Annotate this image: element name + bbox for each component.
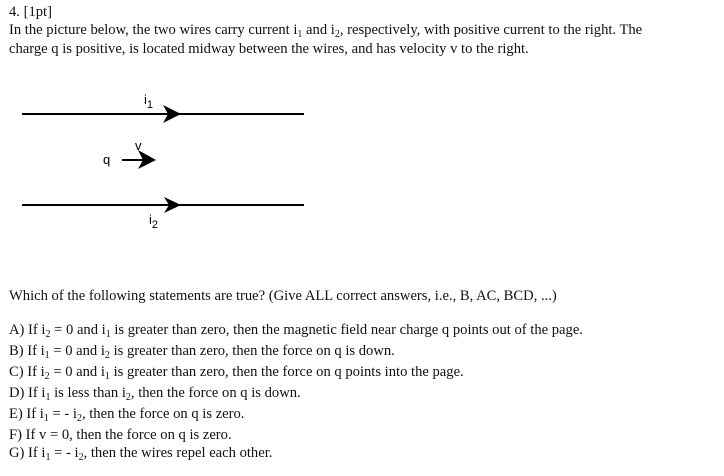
intro-text: In the picture below, the two wires carry current i — [9, 22, 298, 38]
option-c — [9, 363, 464, 381]
subscript: 1 — [44, 350, 50, 361]
option-b — [9, 342, 395, 360]
option-text: = - i — [50, 445, 79, 461]
subscript: 2 — [104, 350, 110, 361]
option-text: , then the wires repel each other. — [83, 445, 273, 461]
option-text: = 0 and i — [50, 322, 106, 338]
subscript: 2 — [125, 392, 131, 403]
subscript: 1 — [43, 413, 49, 424]
subscript: 1 — [45, 392, 51, 403]
question-prompt: Which of the following statements are true? (Give ALL correct answers, i.e., B, AC, BCD, ...) — [9, 288, 557, 304]
option-text: is less than i — [50, 385, 126, 401]
option-text: A) If i — [9, 322, 46, 338]
problem-intro-line1 — [9, 21, 642, 39]
wires-diagram — [0, 80, 340, 240]
subscript: 2 — [76, 413, 82, 424]
option-text: = - i — [48, 406, 77, 422]
subscript: 1 — [45, 452, 51, 463]
intro-text: and i — [302, 22, 335, 38]
wire-2-label: $i_2$ — [149, 212, 159, 231]
option-e — [9, 405, 244, 423]
intro-text: , respectively, with positive current to the right. The — [339, 22, 643, 38]
subscript: 1 — [105, 329, 111, 340]
option-text: is greater than zero, then the force on q points into the page. — [109, 364, 464, 380]
option-text: = 0 and i — [49, 343, 105, 359]
subscript: 2 — [45, 329, 51, 340]
option-text: C) If i — [9, 364, 45, 380]
option-text: G) If i — [9, 445, 46, 461]
option-text: is greater than zero, then the force on q is down. — [109, 343, 395, 359]
charge-label: q — [103, 152, 111, 167]
option-g — [9, 444, 272, 462]
subscript: 2 — [44, 371, 50, 382]
option-text: is greater than zero, then the magnetic field near charge q points out of the page. — [110, 322, 583, 338]
option-text: B) If i — [9, 343, 45, 359]
option-text: , then the force on q is zero. — [81, 406, 245, 422]
option-text: E) If i — [9, 406, 44, 422]
option-f — [9, 426, 232, 444]
option-a — [9, 321, 583, 339]
subscript: 1 — [297, 29, 303, 40]
option-d — [9, 384, 301, 402]
wire-1-label: $i_1$ — [144, 92, 154, 111]
option-text: = 0 and i — [49, 364, 105, 380]
subscript: 1 — [104, 371, 110, 382]
problem-intro-line2: charge q is positive, is located midway between the wires, and has velocity v to the right. — [9, 41, 529, 57]
subscript: 2 — [334, 29, 340, 40]
subscript: 2 — [78, 452, 84, 463]
option-text: D) If i — [9, 385, 46, 401]
problem-header: 4. [1pt] — [9, 4, 52, 20]
velocity-label: v — [135, 138, 142, 153]
option-text: , then the force on q is down. — [130, 385, 301, 401]
option-text: F) If v = 0, then the force on q is zero. — [9, 427, 232, 443]
